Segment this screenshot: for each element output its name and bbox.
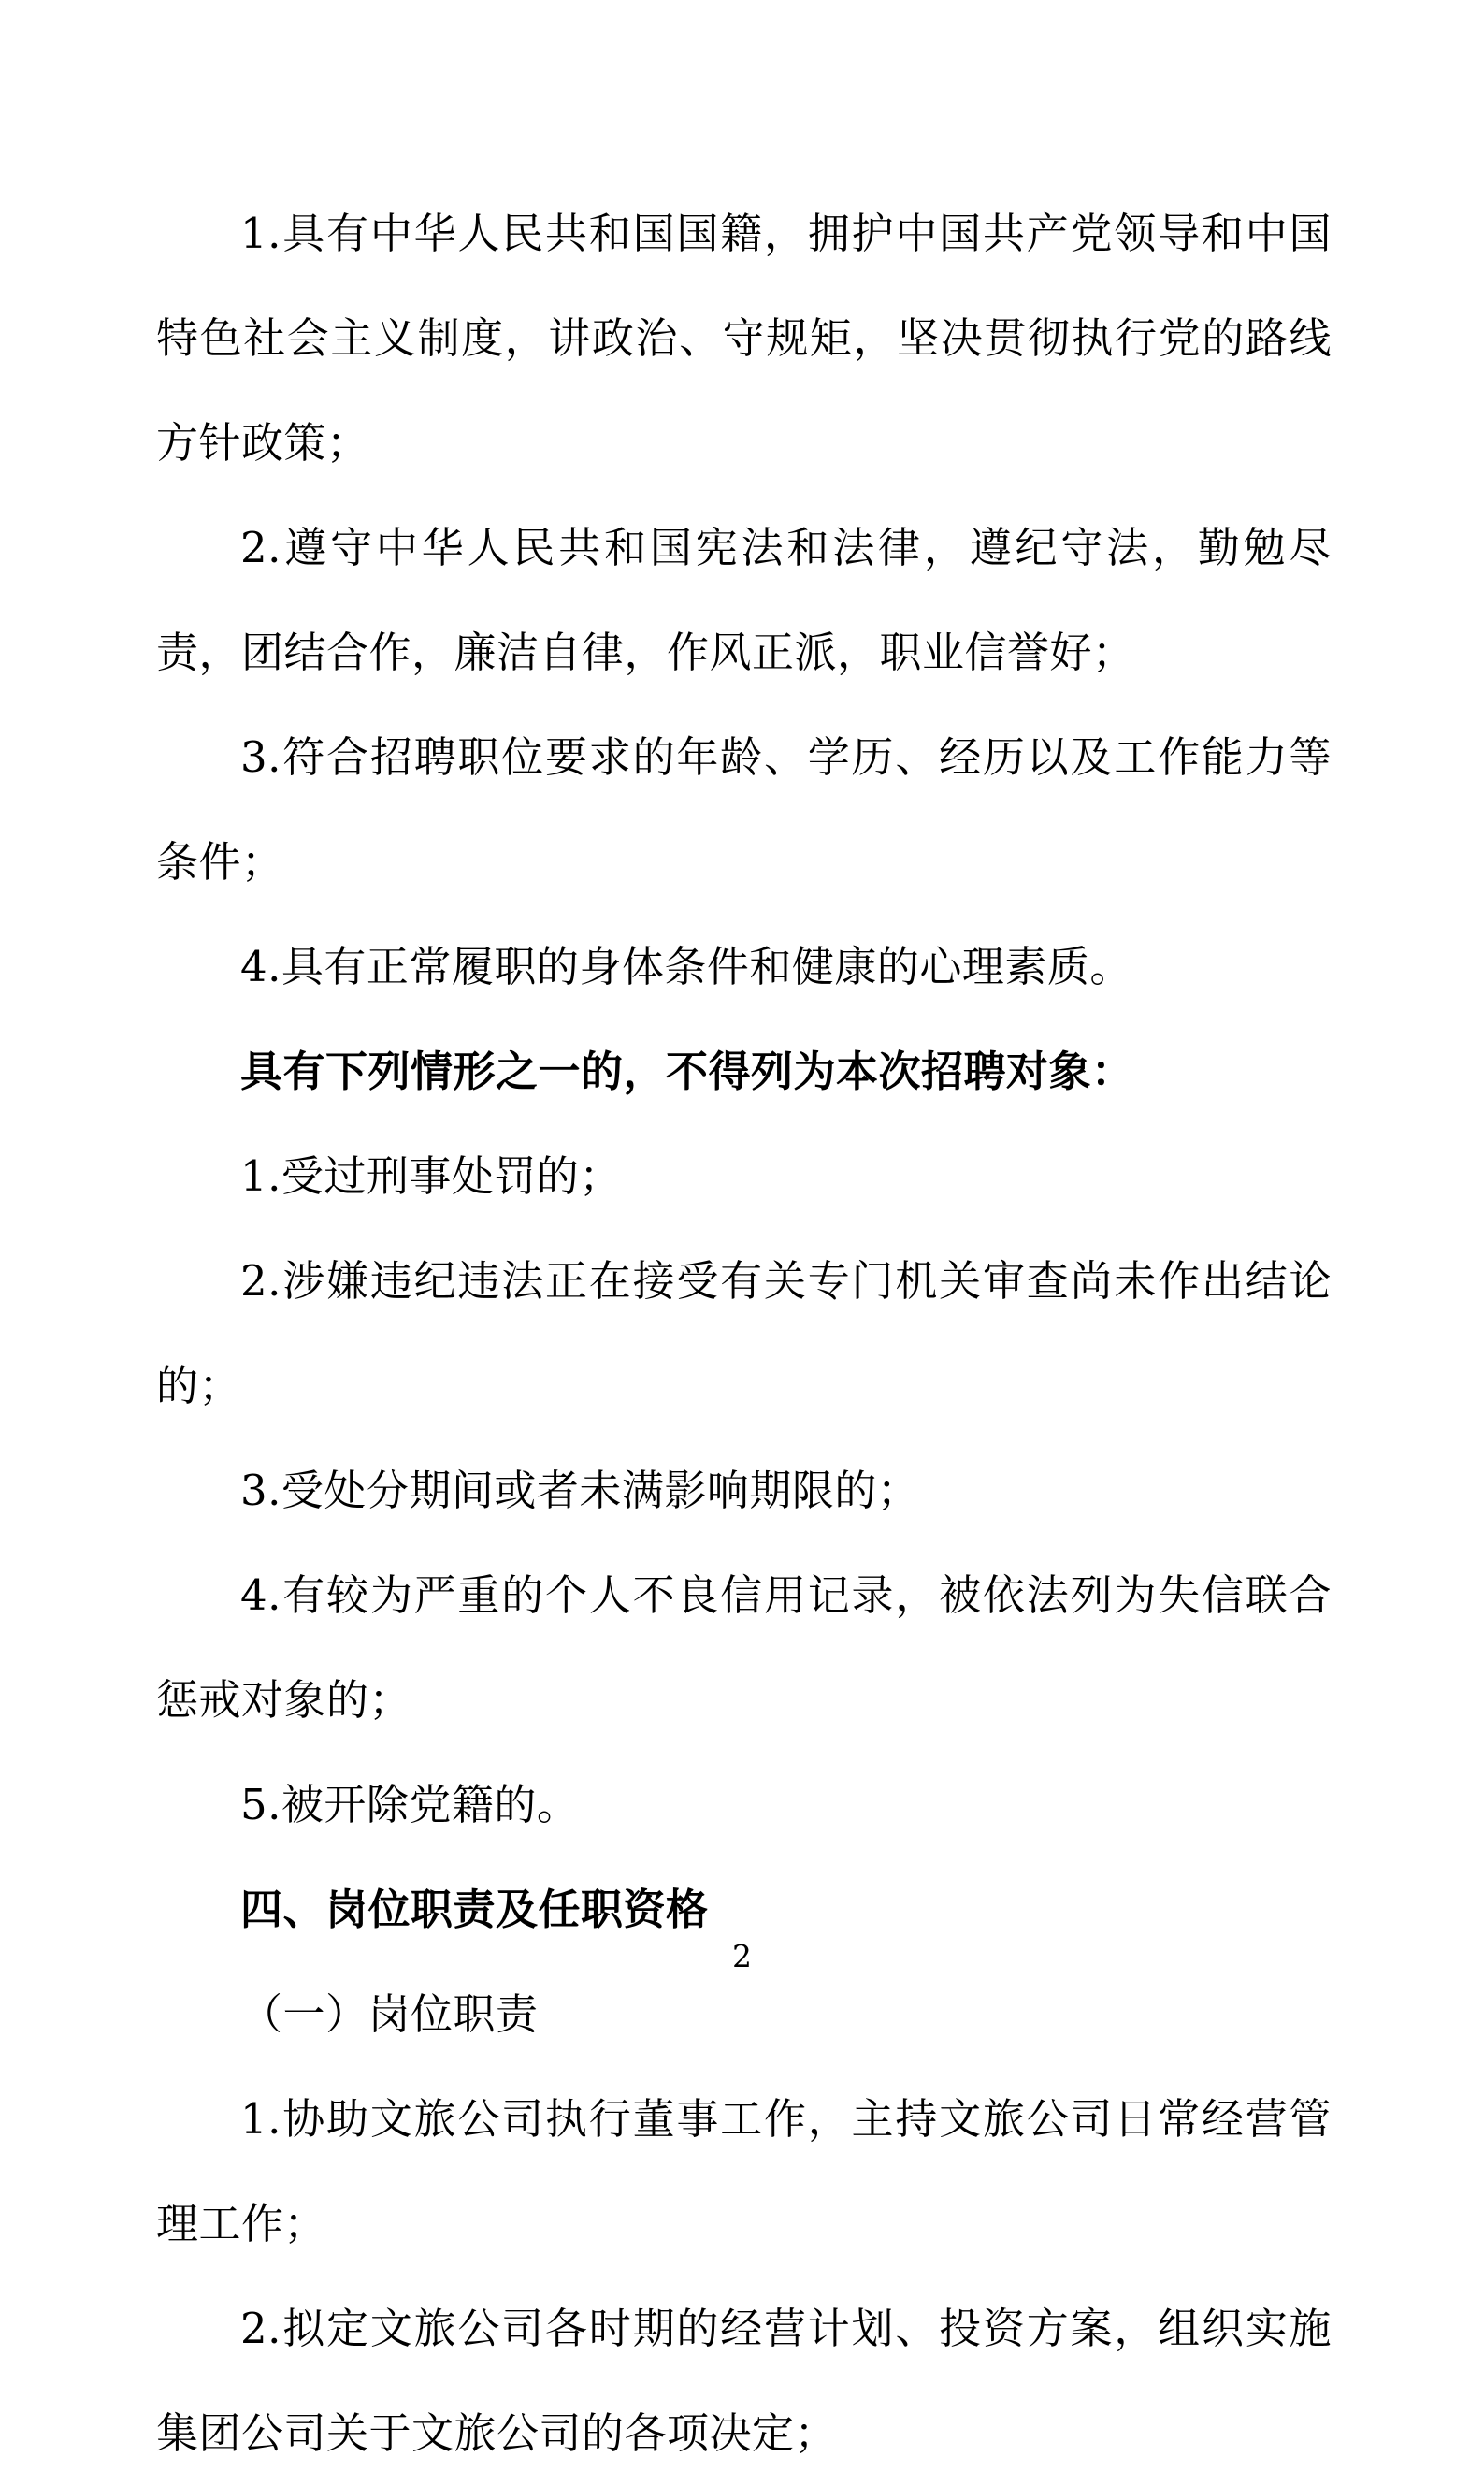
para-condition-4: 4.具有正常履职的身体条件和健康的心理素质。 xyxy=(240,942,1132,991)
page-number: 2 xyxy=(732,1938,752,1974)
para-condition-3: 3.符合招聘职位要求的年龄、学历、经历以及工作能力等条件； xyxy=(156,732,1332,887)
para-exclusion-5: 5.被开除党籍的。 xyxy=(240,1780,580,1829)
para-duty-2: 2.拟定文旅公司各时期的经营计划、投资方案，组织实施集团公司关于文旅公司的各项决定； xyxy=(156,2304,1332,2458)
para-condition-2: 2.遵守中华人民共和国宪法和法律，遵纪守法，勤勉尽责，团结合作，廉洁自律，作风正派，职业信誉好； xyxy=(156,523,1332,677)
para-exclusion-intro: 具有下列情形之一的，不得列为本次招聘对象： xyxy=(240,1047,1134,1096)
para-duty-1: 1.协助文旅公司执行董事工作，主持文旅公司日常经营管理工作； xyxy=(156,2094,1332,2248)
para-exclusion-1: 1.受过刑事处罚的； xyxy=(240,1151,622,1201)
para-exclusion-3: 3.受处分期间或者未满影响期限的； xyxy=(240,1466,920,1515)
para-condition-1: 1.具有中华人民共和国国籍，拥护中国共产党领导和中国特色社会主义制度，讲政治、守规矩，坚决贯彻执行党的路线方针政策； xyxy=(156,209,1332,468)
subsection-heading-duties: （一）岗位职责 xyxy=(240,1989,539,2039)
section-heading-4: 四、岗位职责及任职资格 xyxy=(240,1886,709,1933)
para-exclusion-2: 2.涉嫌违纪违法正在接受有关专门机关审查尚未作出结论的； xyxy=(156,1256,1332,1410)
document-body xyxy=(156,181,1332,2486)
para-exclusion-4: 4.有较为严重的个人不良信用记录，被依法列为失信联合惩戒对象的； xyxy=(156,1570,1332,1725)
